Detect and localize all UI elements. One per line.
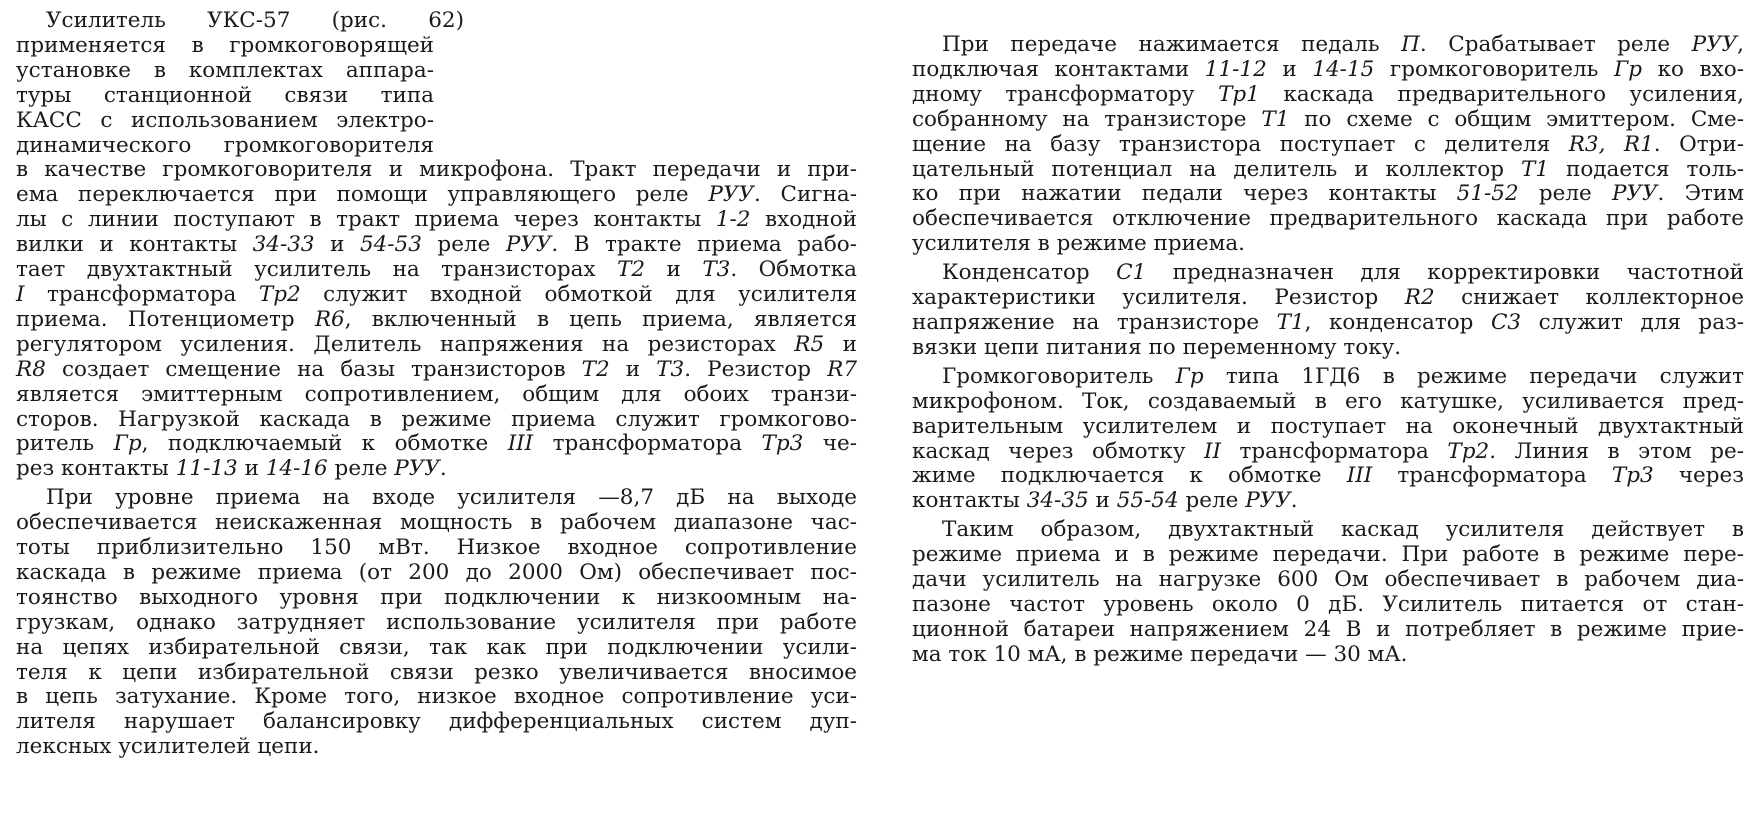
italic-term: R7 bbox=[827, 356, 857, 382]
text-line bbox=[912, 415, 1744, 440]
paragraph bbox=[912, 33, 1744, 257]
right-text-column bbox=[912, 33, 1744, 668]
text-segment: режиме приема и в режиме передачи. При работе в режиме пере- bbox=[912, 542, 1744, 568]
text-segment: и bbox=[1088, 488, 1117, 514]
paragraph bbox=[16, 9, 857, 482]
italic-term: Т2 bbox=[581, 356, 610, 382]
text-line bbox=[912, 158, 1744, 183]
italic-term: Т1 bbox=[1276, 309, 1305, 335]
text-segment: Таким образом, двухтактный каскад усилителя действует в bbox=[942, 517, 1744, 543]
italic-term: 14-15 bbox=[1312, 56, 1375, 82]
text-line bbox=[16, 383, 857, 408]
text-segment: на цепях избирательной связи, так как при подключении усили- bbox=[16, 634, 857, 660]
text-line bbox=[16, 233, 857, 258]
text-segment: , конденсатор bbox=[1304, 309, 1491, 335]
text-segment: подается толь- bbox=[1549, 156, 1745, 182]
text-segment: контакты bbox=[912, 488, 1027, 514]
text-segment: в качестве громкоговорителя и микрофона. Тракт передачи и при- bbox=[16, 157, 857, 183]
text-segment: ма ток 10 мА, в режиме передачи — 30 мА. bbox=[912, 641, 1408, 667]
text-line bbox=[16, 9, 464, 34]
italic-term: 34-35 bbox=[1026, 488, 1089, 514]
italic-term: Гр bbox=[113, 431, 142, 457]
italic-term: Т1 bbox=[1521, 156, 1550, 182]
text-segment: регулятором усиления. Делитель напряжения на резисторах bbox=[16, 331, 795, 357]
text-line bbox=[912, 311, 1744, 336]
text-segment: служит входной обмоткой для усилителя bbox=[300, 281, 858, 307]
italic-term: Тр2 bbox=[1447, 438, 1490, 464]
text-segment: ко при нажатии педали через контакты bbox=[912, 181, 1457, 207]
text-segment: лы с линии поступают в тракт приема через контакты bbox=[16, 207, 716, 233]
text-segment: лексных усилителей цепи. bbox=[16, 734, 320, 760]
italic-term: Т1 bbox=[1261, 106, 1290, 132]
text-segment: реле bbox=[327, 456, 395, 482]
text-line bbox=[16, 536, 857, 561]
italic-term: 1-2 bbox=[715, 207, 751, 233]
text-line bbox=[16, 358, 857, 383]
italic-term: 11-12 bbox=[1204, 56, 1267, 82]
italic-term: Тр2 bbox=[258, 281, 301, 307]
text-line bbox=[16, 333, 857, 358]
text-segment: и bbox=[609, 356, 657, 382]
text-line bbox=[912, 133, 1744, 158]
italic-term: 34-33 bbox=[252, 232, 315, 258]
text-segment: трансформатора bbox=[1372, 463, 1612, 489]
text-segment: че- bbox=[803, 431, 857, 457]
text-segment: и bbox=[1266, 56, 1313, 82]
text-line bbox=[912, 593, 1744, 618]
italic-term: R2 bbox=[1404, 285, 1435, 311]
text-segment: напряжение на транзисторе bbox=[912, 309, 1277, 335]
italic-term: I bbox=[16, 281, 25, 307]
text-segment: микрофоном. Ток, создаваемый в его катушке, усиливается пред- bbox=[912, 388, 1744, 414]
italic-term: С1 bbox=[1116, 260, 1147, 286]
text-segment: характеристики усилителя. Резистор bbox=[912, 285, 1405, 311]
text-segment: входной bbox=[750, 207, 857, 233]
italic-term: РУУ bbox=[708, 182, 754, 208]
text-segment: трансформатора bbox=[533, 431, 762, 457]
italic-term: Т3 bbox=[656, 356, 685, 382]
text-line bbox=[912, 33, 1744, 58]
text-line bbox=[16, 586, 857, 611]
text-segment: туры станционной связи типа bbox=[16, 82, 434, 108]
text-segment: ционной батареи напряжением 24 В и потребляет в режиме прие- bbox=[912, 616, 1744, 642]
text-segment: пазоне частот уровень около 0 дБ. Усилитель питается от стан- bbox=[912, 591, 1744, 617]
text-line bbox=[16, 408, 857, 433]
text-segment: является эмиттерным сопротивлением, общим для обоих транзи- bbox=[16, 381, 857, 407]
text-segment: . Резистор bbox=[684, 356, 828, 382]
text-line bbox=[912, 464, 1744, 489]
text-segment: реле bbox=[1518, 181, 1612, 207]
text-line bbox=[912, 336, 1744, 361]
italic-term: R6 bbox=[314, 306, 345, 332]
text-segment: вязки цепи питания по переменному току. bbox=[912, 334, 1402, 360]
text-segment: . bbox=[1290, 488, 1298, 514]
text-segment: трансформатора bbox=[24, 281, 259, 307]
text-line bbox=[912, 261, 1744, 286]
italic-term: 11-13 bbox=[175, 456, 238, 482]
text-segment: усилителя в режиме приема. bbox=[912, 231, 1246, 257]
text-line bbox=[16, 158, 857, 183]
text-segment: рез контакты bbox=[16, 456, 176, 482]
text-line bbox=[16, 59, 434, 84]
text-segment: . Сигна- bbox=[753, 182, 857, 208]
text-line bbox=[16, 661, 857, 686]
text-line bbox=[16, 208, 857, 233]
text-line bbox=[16, 183, 857, 208]
paragraph bbox=[16, 486, 857, 760]
text-segment: грузкам, однако затрудняет использование усилителя при работе bbox=[16, 609, 857, 635]
text-segment: и bbox=[824, 331, 857, 357]
text-segment: обеспечивается неискаженная мощность в рабочем диапазоне час- bbox=[16, 510, 857, 536]
text-segment: каскада предварительного усиления, bbox=[1259, 81, 1744, 107]
italic-term: R5 bbox=[794, 331, 825, 357]
text-segment: вилки и контакты bbox=[16, 232, 253, 258]
text-segment: ко вхо- bbox=[1641, 56, 1744, 82]
text-line bbox=[16, 258, 857, 283]
text-line bbox=[912, 58, 1744, 83]
italic-term: РУУ bbox=[1611, 181, 1658, 207]
text-segment: и bbox=[237, 456, 266, 482]
text-segment: . Этим bbox=[1657, 181, 1744, 207]
text-line bbox=[16, 511, 857, 536]
text-segment: Усилитель УКС-57 (рис. 62) bbox=[46, 8, 464, 33]
text-segment: трансформатора bbox=[1221, 438, 1448, 464]
text-line bbox=[912, 643, 1744, 668]
text-segment: собранному на транзисторе bbox=[912, 106, 1262, 132]
text-segment: дному трансформатору bbox=[912, 81, 1219, 107]
text-segment: Громкоговоритель bbox=[942, 363, 1176, 389]
italic-term: 51-52 bbox=[1456, 181, 1519, 207]
italic-term: II bbox=[1204, 438, 1222, 464]
text-segment: через bbox=[1653, 463, 1744, 489]
text-line bbox=[912, 568, 1744, 593]
italic-term: П bbox=[1401, 32, 1420, 57]
text-segment: , bbox=[1737, 32, 1744, 57]
text-segment: и bbox=[645, 257, 703, 283]
text-line bbox=[912, 365, 1744, 390]
text-line bbox=[16, 283, 857, 308]
text-segment: применяется в громкоговорящей bbox=[16, 32, 434, 58]
text-line bbox=[16, 109, 434, 134]
italic-term: РУУ bbox=[1691, 32, 1738, 57]
text-line bbox=[912, 618, 1744, 643]
text-segment: ема переключается при помощи управляющего реле bbox=[16, 182, 709, 208]
text-segment: и bbox=[314, 232, 360, 258]
text-segment: реле bbox=[421, 232, 506, 258]
text-segment: создает смещение на базы транзисторов bbox=[45, 356, 582, 382]
italic-term: Т3 bbox=[702, 257, 731, 283]
text-segment: по схеме с общим эмиттером. Сме- bbox=[1289, 106, 1744, 132]
italic-term: III bbox=[1346, 463, 1373, 489]
text-segment: . Обмотка bbox=[730, 257, 858, 283]
italic-term: Тр3 bbox=[761, 431, 804, 457]
text-segment: . Линия в этом ре- bbox=[1489, 438, 1745, 464]
text-line bbox=[912, 286, 1744, 311]
text-segment: лителя нарушает балансировку дифференциальных систем дуп- bbox=[16, 709, 857, 735]
text-segment: типа 1ГД6 в режиме передачи служит bbox=[1203, 363, 1745, 389]
italic-term: 55-54 bbox=[1116, 488, 1179, 514]
text-line bbox=[16, 134, 434, 159]
text-line bbox=[912, 232, 1744, 257]
text-segment: обеспечивается отключение предварительного каскада при работе bbox=[912, 206, 1744, 232]
text-segment: сторов. Нагрузкой каскада в режиме приема служит громкогово- bbox=[16, 406, 857, 432]
italic-term: Гр bbox=[1175, 363, 1204, 389]
text-line bbox=[16, 710, 857, 735]
italic-term: R8 bbox=[16, 356, 46, 382]
text-segment: . Срабатывает реле bbox=[1419, 32, 1692, 57]
italic-term: РУУ bbox=[505, 232, 552, 258]
text-line bbox=[16, 457, 857, 482]
text-segment: каскада в режиме приема (от 200 до 2000 Ом) обеспечивает пос- bbox=[16, 559, 857, 585]
text-segment: предназначен для корректировки частотной bbox=[1146, 260, 1744, 286]
text-segment: цательный потенциал на делитель и коллектор bbox=[912, 156, 1521, 182]
text-line bbox=[16, 561, 857, 586]
text-line bbox=[912, 207, 1744, 232]
text-line bbox=[16, 34, 434, 59]
text-line bbox=[16, 685, 857, 710]
italic-term: Гр bbox=[1613, 56, 1642, 82]
text-line bbox=[912, 518, 1744, 543]
text-line bbox=[912, 489, 1744, 514]
italic-term: РУУ bbox=[1245, 488, 1291, 514]
text-segment: тоты приблизительно 150 мВт. Низкое входное сопротивление bbox=[16, 535, 857, 561]
text-segment: щение на базу транзистора поступает с делителя bbox=[912, 131, 1569, 157]
text-segment: , подключаемый к обмотке bbox=[141, 431, 508, 457]
paragraph bbox=[912, 261, 1744, 361]
text-segment: При передаче нажимается педаль bbox=[942, 32, 1402, 57]
italic-term: РУУ bbox=[394, 456, 440, 482]
text-segment: подключая контактами bbox=[912, 56, 1205, 82]
italic-term: III bbox=[507, 431, 534, 457]
italic-term: 54-53 bbox=[359, 232, 422, 258]
text-segment: Конденсатор bbox=[942, 260, 1117, 286]
text-line bbox=[16, 432, 857, 457]
italic-term: С3 bbox=[1490, 309, 1522, 335]
text-line bbox=[912, 83, 1744, 108]
text-line bbox=[16, 636, 857, 661]
left-text-column bbox=[16, 9, 857, 760]
text-segment: жиме подключается к обмотке bbox=[912, 463, 1347, 489]
text-segment: служит для раз- bbox=[1521, 309, 1745, 335]
text-segment: . В тракте приема рабо- bbox=[551, 232, 857, 258]
text-segment: приема. Потенциометр bbox=[16, 306, 315, 332]
text-line bbox=[912, 543, 1744, 568]
text-segment: каскад через обмотку bbox=[912, 438, 1205, 464]
text-line bbox=[912, 440, 1744, 465]
text-segment: . Отри- bbox=[1653, 131, 1744, 157]
text-segment: , включенный в цепь приема, является bbox=[344, 306, 857, 332]
text-segment: установке в комплектах аппара- bbox=[16, 57, 434, 83]
text-line bbox=[16, 84, 434, 109]
text-segment: в цепь затухание. Кроме того, низкое входное сопротивление уси- bbox=[16, 684, 857, 710]
italic-term: Т2 bbox=[617, 257, 646, 283]
text-segment: КАСС с использованием электро- bbox=[16, 107, 434, 133]
text-line bbox=[912, 182, 1744, 207]
text-segment: тает двухтактный усилитель на транзисторах bbox=[16, 257, 618, 283]
text-segment: реле bbox=[1178, 488, 1246, 514]
text-line bbox=[16, 308, 857, 333]
text-segment: тоянство выходного уровня при подключении к низкоомным на- bbox=[16, 584, 857, 610]
text-segment: снижает коллекторное bbox=[1434, 285, 1745, 311]
text-segment: варительным усилителем и поступает на оконечный двухтактный bbox=[912, 413, 1744, 439]
text-segment: При уровне приема на входе усилителя —8,7 дБ на выходе bbox=[46, 485, 857, 511]
text-line bbox=[16, 735, 857, 760]
text-segment: динамического громкоговорителя bbox=[16, 132, 434, 158]
text-segment: теля к цепи избирательной связи резко увеличивается вносимое bbox=[16, 659, 857, 685]
italic-term: Тр1 bbox=[1218, 81, 1260, 107]
italic-term: R3, R1 bbox=[1568, 131, 1654, 157]
italic-term: 14-16 bbox=[265, 456, 328, 482]
text-line bbox=[16, 486, 857, 511]
paragraph bbox=[912, 518, 1744, 667]
text-segment: дачи усилитель на нагрузке 600 Ом обеспечивает в рабочем диа- bbox=[912, 567, 1744, 593]
text-line bbox=[912, 108, 1744, 133]
text-segment: . bbox=[439, 456, 447, 482]
italic-term: Тр3 bbox=[1611, 463, 1654, 489]
text-line bbox=[912, 390, 1744, 415]
paragraph bbox=[912, 365, 1744, 514]
text-line bbox=[16, 611, 857, 636]
text-segment: ритель bbox=[16, 431, 114, 457]
text-segment: громкоговоритель bbox=[1374, 56, 1614, 82]
